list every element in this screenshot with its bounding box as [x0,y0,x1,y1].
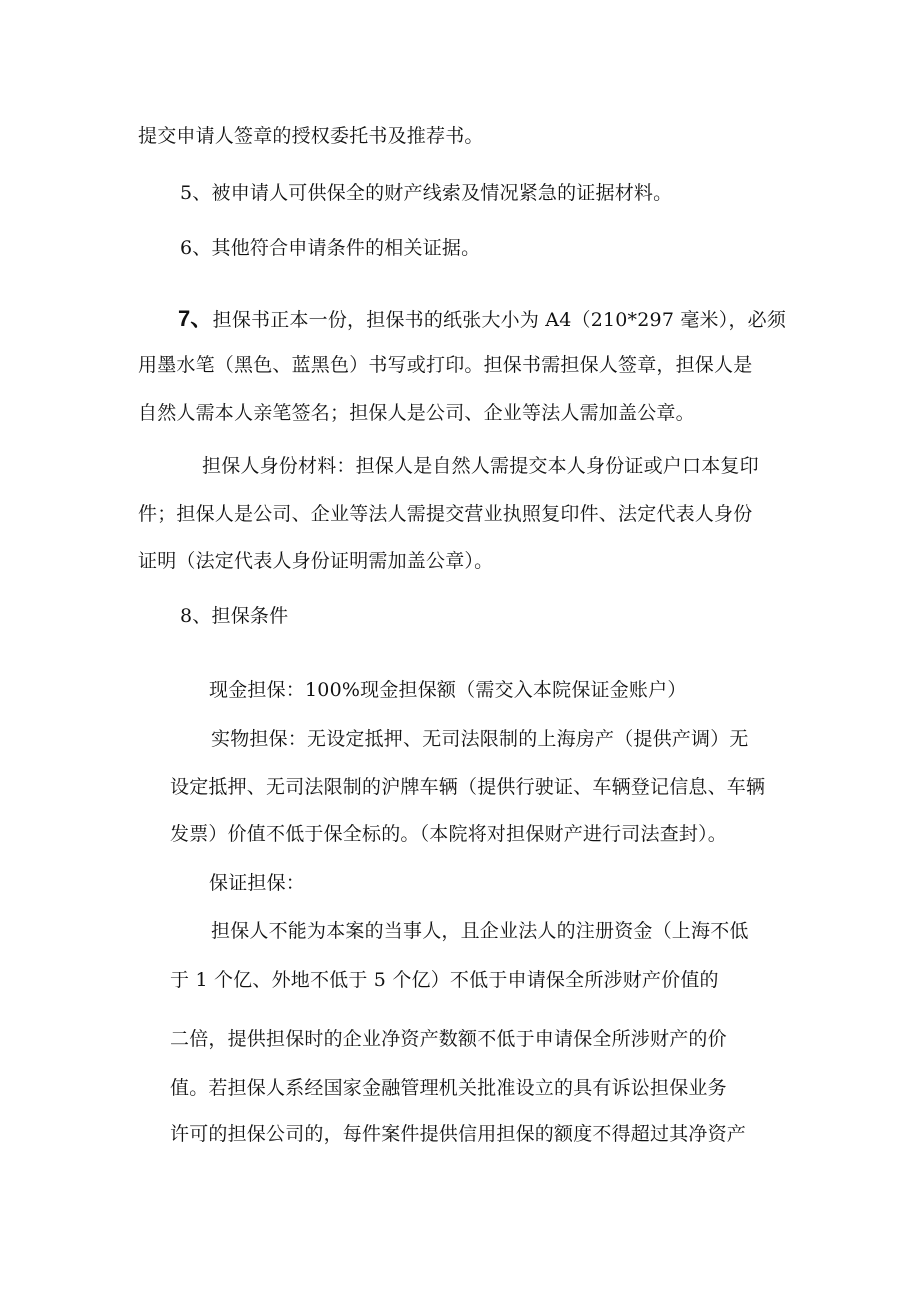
text-line: 自然人需本人亲笔签名；担保人是公司、企业等法人需加盖公章。 [138,402,695,424]
text-line: 二倍，提供担保时的企业净资产数额不低于申请保全所涉财产的价 [170,1028,727,1050]
text-line: 现金担保：100%现金担保额（需交入本院保证金账户） [209,679,687,701]
text-line: 担保人身份材料：担保人是自然人需提交本人身份证或户口本复印 [202,455,759,477]
section-heading: 8、担保条件 [180,605,289,627]
list-item-6: 6、其他符合申请条件的相关证据。 [180,237,481,259]
text-line: 提交申请人签章的授权委托书及推荐书。 [138,125,484,147]
text-line: 保证担保： [209,872,306,894]
text-line: 设定抵押、无司法限制的沪牌车辆（提供行驶证、车辆登记信息、车辆 [170,776,766,798]
text-line: 担保人不能为本案的当事人，且企业法人的注册资金（上海不低 [211,920,749,942]
text-line: 证明（法定代表人身份证明需加盖公章）。 [138,550,494,572]
list-item-5: 5、被申请人可供保全的财产线索及情况紧急的证据材料。 [180,182,673,204]
text-line: 实物担保：无设定抵押、无司法限制的上海房产（提供产调）无 [211,728,749,750]
item-text: 担保书正本一份，担保书的纸张大小为 A4（210*297 毫米），必须 [212,309,787,331]
text-line: 件；担保人是公司、企业等法人需提交营业执照复印件、法定代表人身份 [138,503,753,525]
list-item-7 [178,307,786,332]
text-line: 发票）价值不低于保全标的。（本院将对担保财产进行司法查封）。 [170,823,728,845]
text-line: 许可的担保公司的，每件案件提供信用担保的额度不得超过其净资产 [170,1123,747,1145]
text-line: 值。若担保人系经国家金融管理机关批准设立的具有诉讼担保业务 [170,1077,727,1099]
item-number: 7、 [178,306,213,331]
text-line: 于 1 个亿、外地不低于 5 个亿）不低于申请保全所涉财产价值的 [170,969,719,991]
text-line: 用墨水笔（黑色、蓝黑色）书写或打印。担保书需担保人签章，担保人是 [138,354,753,376]
